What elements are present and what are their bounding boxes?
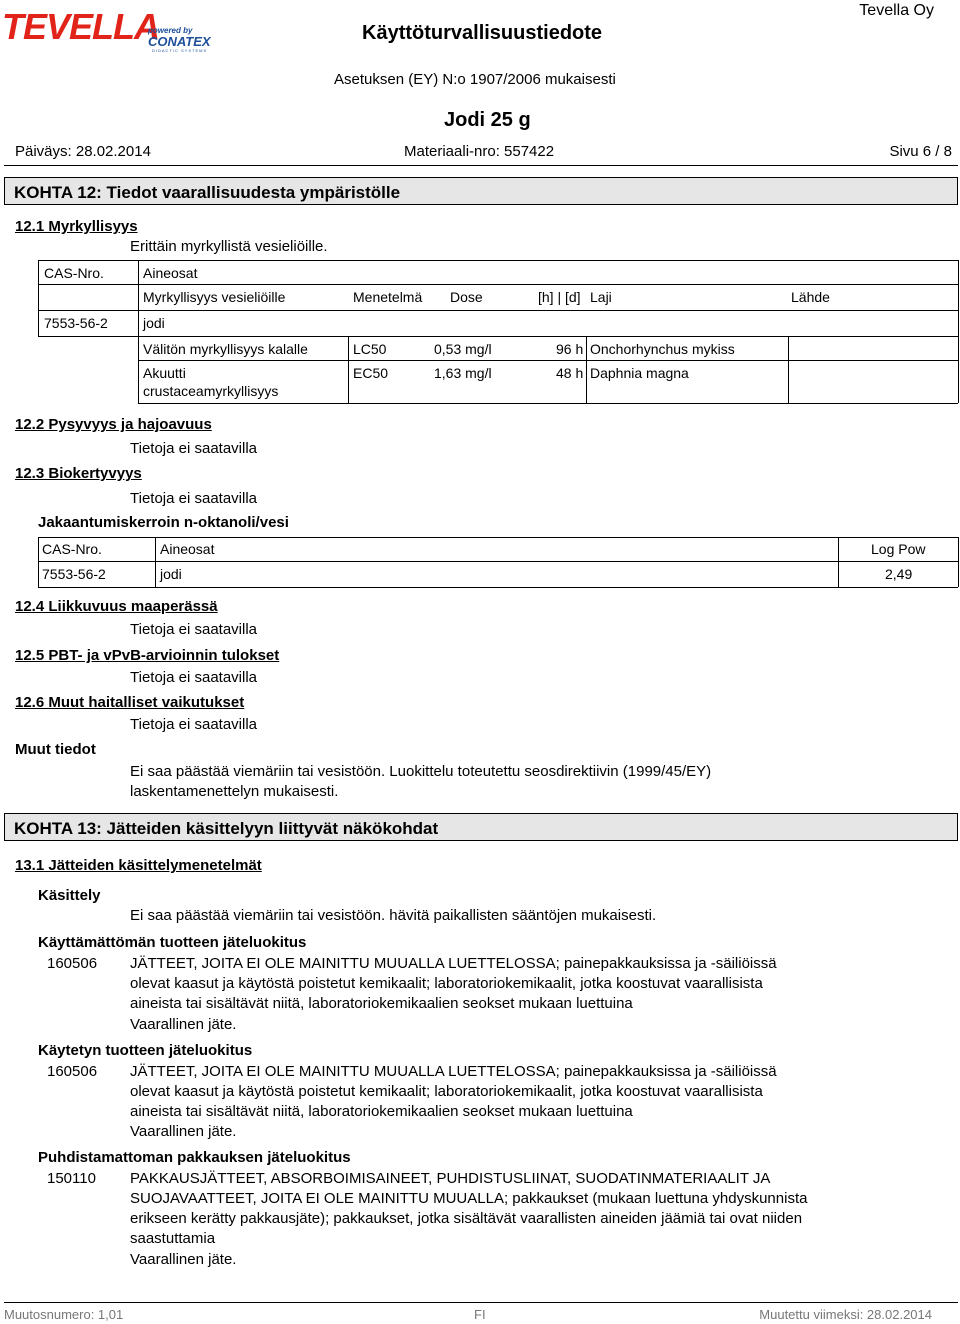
toxicity-statement: Erittäin myrkyllistä vesieliöille.: [130, 238, 328, 255]
mobility-text: Tietoja ei saatavilla: [130, 621, 258, 638]
bioaccumulation-text: Tietoja ei saatavilla: [130, 490, 258, 507]
tox-row-2-type-line2: crustaceamyrkyllisyys: [143, 383, 279, 399]
col-dose-header: Dose: [450, 289, 483, 305]
used-waste-line-4: Vaarallinen jäte.: [130, 1123, 237, 1140]
footer-divider: [4, 1302, 958, 1303]
unused-waste-heading: Käyttämättömän tuotteen jäteluokitus: [38, 934, 307, 951]
col-source-header: Lähde: [791, 289, 830, 305]
persistence-text: Tietoja ei saatavilla: [130, 440, 258, 457]
unused-waste-line-2: olevat kaasut ja käytöstä poistetut kemikaalit; laboratoriokemikaalit, jotka koostuvat vaarallisista: [130, 975, 763, 992]
logpow-cas-value: 7553-56-2: [42, 566, 106, 582]
heading-12-5: 12.5 PBT- ja vPvB-arvioinnin tulokset: [15, 647, 280, 664]
heading-12-3: 12.3 Biokertyvyys: [15, 465, 142, 482]
tox-row-1-type: Välitön myrkyllisyys kalalle: [143, 341, 308, 357]
tox-row-1-time: 96 h: [556, 341, 584, 357]
logo-tagline: DIDACTIC SYSTEMS: [152, 48, 208, 53]
other-info-line-2: laskentamenettelyn mukaisesti.: [130, 783, 339, 800]
col-species-header: Laji: [590, 289, 612, 305]
section-13-title: KOHTA 13: Jätteiden käsittelyyn liittyvät näkökohdat: [4, 813, 958, 841]
tox-row-2-type-line1: Akuutti: [143, 365, 186, 381]
logpow-value: 2,49: [885, 566, 913, 582]
last-modified: Muutettu viimeksi: 28.02.2014: [759, 1307, 932, 1322]
logpow-value-header: Log Pow: [871, 541, 926, 557]
tevella-logo: [2, 4, 224, 52]
col-method-header: Menetelmä: [353, 289, 423, 305]
unused-waste-code: 160506: [47, 955, 98, 972]
used-waste-code: 160506: [47, 1063, 98, 1080]
logpow-cas-header: CAS-Nro.: [42, 541, 102, 557]
heading-13-1: 13.1 Jätteiden käsittelymenetelmät: [15, 857, 262, 874]
other-info-line-1: Ei saa päästää viemäriin tai vesistöön. Luokittelu toteutettu seosdirektiivin (1999/45/EY): [130, 763, 712, 780]
tox-row-2-time: 48 h: [556, 365, 584, 381]
used-waste-line-2: olevat kaasut ja käytöstä poistetut kemikaalit; laboratoriokemikaalit, jotka koostuvat vaarallisista: [130, 1083, 763, 1100]
document-title: Käyttöturvallisuustiedote: [362, 22, 603, 44]
other-effects-text: Tietoja ei saatavilla: [130, 716, 258, 733]
tox-row-2-dose: 1,63 mg/l: [434, 365, 492, 381]
tox-row-1-method: LC50: [353, 341, 387, 357]
packaging-waste-line-2: SUOJAVAATTEET, JOITA EI OLE MAINITTU MUUALLA; pakkaukset (mukaan luettuna yhdyskunnista: [130, 1190, 808, 1207]
logpow-substance-header: Aineosat: [160, 541, 215, 557]
used-waste-line-1: JÄTTEET, JOITA EI OLE MAINITTU MUUALLA LUETTELOSSA; painepakkauksissa ja -säiliöissä: [130, 1063, 777, 1080]
heading-12-6: 12.6 Muut haitalliset vaikutukset: [15, 694, 245, 711]
handling-heading: Käsittely: [38, 887, 101, 904]
unused-waste-line-1: JÄTTEET, JOITA EI OLE MAINITTU MUUALLA LUETTELOSSA; painepakkauksissa ja -säiliöissä: [130, 955, 777, 972]
cas-value: 7553-56-2: [44, 315, 108, 331]
page-number: Sivu 6 / 8: [889, 143, 952, 160]
logo-powered-by: powered by: [148, 26, 193, 35]
heading-12-4: 12.4 Liikkuvuus maaperässä: [15, 598, 218, 615]
tox-row-2-species: Daphnia magna: [590, 365, 689, 381]
logpow-substance-value: jodi: [160, 566, 182, 582]
pbt-text: Tietoja ei saatavilla: [130, 669, 258, 686]
regulation-note: Asetuksen (EY) N:o 1907/2006 mukaisesti: [334, 71, 616, 88]
heading-12-2: 12.2 Pysyvyys ja hajoavuus: [15, 416, 212, 433]
unused-waste-line-3: aineista tai sisältävät niitä, laboratoriokemikaalien seokset mukaan luettuina: [130, 995, 633, 1012]
tox-row-2-method: EC50: [353, 365, 389, 381]
packaging-waste-line-4: saastuttamia: [130, 1230, 216, 1247]
tox-row-1-dose: 0,53 mg/l: [434, 341, 492, 357]
packaging-waste-code: 150110: [47, 1170, 96, 1187]
other-info-heading: Muut tiedot: [15, 741, 96, 758]
partition-coefficient-heading: Jakaantumiskerroin n-oktanoli/vesi: [38, 514, 289, 531]
date-label: Päiväys: 28.02.2014: [15, 143, 151, 160]
company-name: Tevella Oy: [859, 2, 934, 19]
packaging-waste-line-5: Vaarallinen jäte.: [130, 1251, 237, 1268]
packaging-waste-heading: Puhdistamattoman pakkauksen jäteluokitus: [38, 1149, 351, 1166]
logo-wordmark: TEVELLA: [2, 6, 160, 47]
header-divider: [4, 165, 958, 166]
language-code: FI: [474, 1307, 486, 1322]
col-time-header: [h] | [d]: [538, 289, 581, 305]
packaging-waste-line-1: PAKKAUSJÄTTEET, ABSORBOIMISAINEET, PUHDISTUSLIINAT, SUODATINMATERIAALIT JA: [130, 1170, 771, 1187]
col-substance-header: Aineosat: [143, 265, 198, 281]
tox-row-1-species: Onchorhynchus mykiss: [590, 341, 735, 357]
unused-waste-line-4: Vaarallinen jäte.: [130, 1016, 237, 1033]
used-waste-heading: Käytetyn tuotteen jäteluokitus: [38, 1042, 253, 1059]
section-12-title: KOHTA 12: Tiedot vaarallisuudesta ympäristölle: [4, 177, 958, 205]
logo-partner: CONATEX: [148, 34, 211, 49]
packaging-waste-line-3: erikseen kerätty pakkausjäte); pakkaukset, jotka sisältävät vaarallisten aineiden jäämiä tai ovat niiden: [130, 1210, 803, 1227]
heading-12-1: 12.1 Myrkyllisyys: [15, 218, 138, 235]
handling-text: Ei saa päästää viemäriin tai vesistöön. hävitä paikallisten sääntöjen mukaisesti.: [130, 907, 657, 924]
col-cas-header: CAS-Nro.: [44, 265, 104, 281]
col-toxicity-header: Myrkyllisyys vesieliöille: [143, 289, 286, 305]
material-number: Materiaali-nro: 557422: [404, 143, 555, 160]
substance-value: jodi: [143, 315, 165, 331]
used-waste-line-3: aineista tai sisältävät niitä, laboratoriokemikaalien seokset mukaan luettuina: [130, 1103, 633, 1120]
revision-number: Muutosnumero: 1,01: [4, 1307, 124, 1322]
product-name: Jodi 25 g: [444, 109, 531, 131]
